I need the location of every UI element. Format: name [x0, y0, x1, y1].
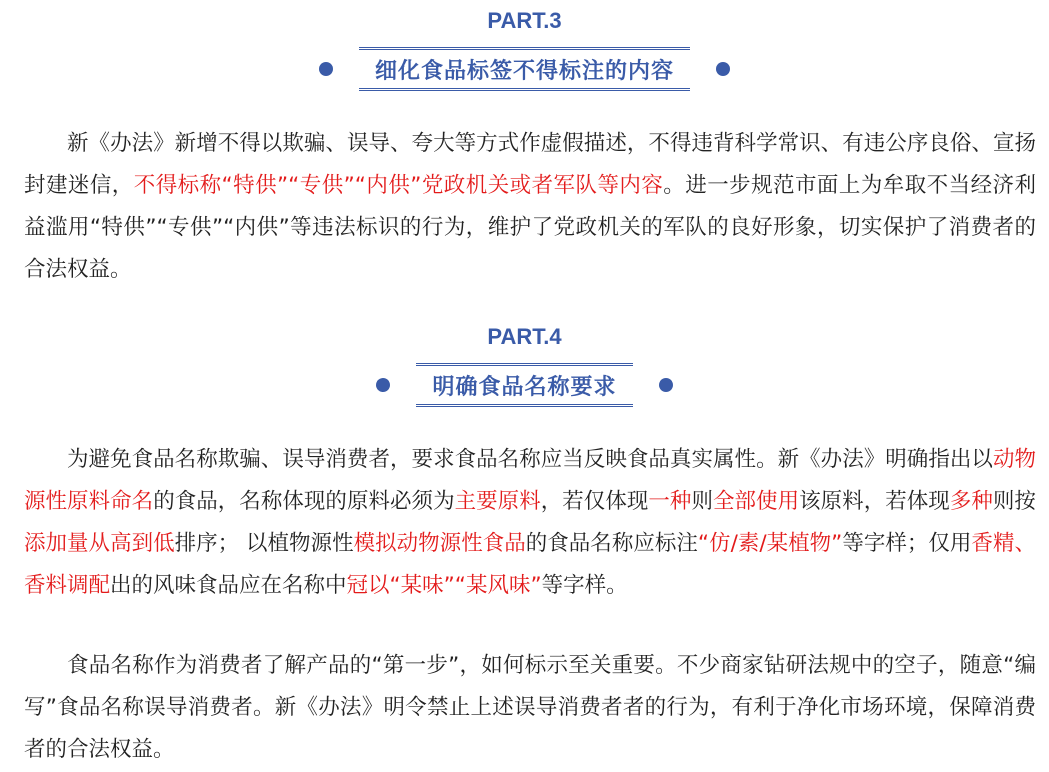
bullet-dot-icon: [319, 62, 333, 76]
body-text: 为避免食品名称欺骗、误导消费者，要求食品名称应当反映食品真实属性。新《办法》明确指出以: [67, 447, 993, 472]
body-text: 出的风味食品应在名称中: [110, 573, 347, 598]
part4-paragraph-1: [24, 439, 1036, 607]
highlight-text: 多种: [949, 489, 993, 514]
highlight-text: 主要原料: [454, 489, 541, 514]
bullet-dot-icon: [716, 62, 730, 76]
highlight-text: 动物源性原料命名: [24, 447, 1036, 514]
body-text: 的食品名称应标注: [525, 531, 698, 556]
body-text: 的食品，名称体现的原料必须为: [153, 489, 455, 514]
body-text: 排序； 以植物源性: [174, 531, 354, 556]
part4-title: 明确食品名称要求: [432, 374, 617, 400]
highlight-text: 香精、香料调配: [24, 531, 1036, 598]
highlight-text: 冠以“某味”“某风味”: [346, 573, 542, 598]
part4-title-box: [416, 363, 632, 407]
part3-paragraph: [24, 123, 1036, 291]
part4-paragraph-2: [24, 645, 1036, 771]
body-text: 等字样。: [541, 573, 628, 598]
body-text: 则按: [992, 489, 1036, 514]
body-text: 。进一步规范市面上为牟取不当经济利益滥用“特供”“专供”“内供”等违法标识的行为，维护了党政机关的军队的良好形象，切实保护了消费者的合法权益。: [24, 173, 1036, 282]
highlight-text: 添加量从高到低: [24, 531, 175, 556]
bullet-dot-icon: [659, 378, 673, 392]
part3-label: PART.3: [487, 8, 562, 33]
highlight-text: “仿/素/某植物”: [697, 531, 843, 556]
part3-title: 细化食品标签不得标注的内容: [374, 58, 674, 84]
part4-label: PART.4: [487, 324, 562, 349]
body-text: ，若仅体现: [540, 489, 649, 514]
body-text: 该原料，若体现: [799, 489, 950, 514]
highlight-text: 模拟动物源性食品: [353, 531, 526, 556]
body-text: 食品名称作为消费者了解产品的“第一步”，如何标示至关重要。不少商家钻研法规中的空子，随意“编写”食品名称误导消费者。新《办法》明令禁止上述误导消费者者的行为，有利于净化市场环境，保障消费者的合法权益。: [24, 653, 1036, 762]
part4-header: [0, 322, 1049, 410]
part3-title-box: [359, 47, 690, 91]
part3-header: [0, 6, 1049, 94]
body-text: 等字样；仅用: [842, 531, 972, 556]
bullet-dot-icon: [376, 378, 390, 392]
highlight-text: 全部使用: [712, 489, 800, 514]
highlight-text: 不得标称“特供”“专供”“内供”党政机关或者军队等内容: [133, 173, 664, 198]
body-text: 则: [691, 489, 713, 514]
body-text: 新《办法》新增不得以欺骗、误导、夸大等方式作虚假描述，不得违背科学常识、有违公序良俗、宣扬封建迷信，: [24, 131, 1036, 198]
highlight-text: 一种: [648, 489, 692, 514]
